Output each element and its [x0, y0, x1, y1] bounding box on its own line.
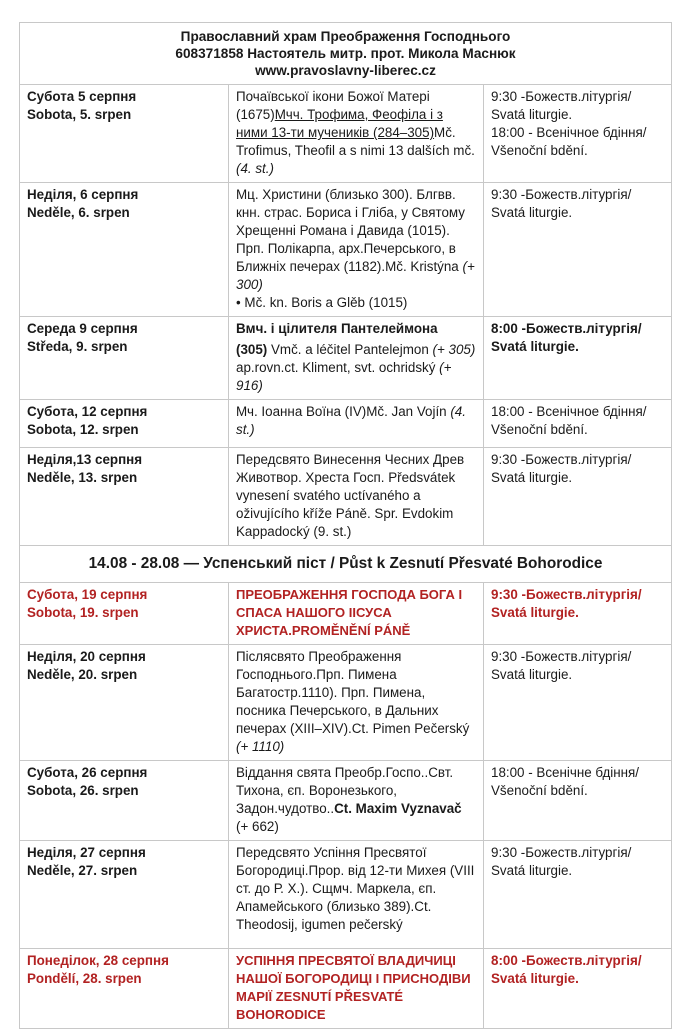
table-row — [20, 317, 672, 400]
service-liturgy: 8:00 -Божеств.літургія/ Svatá liturgie. — [491, 321, 642, 354]
feast-text: Віддання свята Преобр.Госпо..Свт. Тихона, єп. Воронезького, Задон.чудотво.. — [236, 765, 454, 816]
feast-text-underlined: Мчч. Трофима, Феофіла і з ними 13-ти мучеників (284–305) — [236, 107, 443, 140]
church-contact: 608371858 Настоятель митр. прот. Микола Маснюк — [175, 46, 516, 61]
table-row — [20, 400, 672, 448]
date-cz: Neděle, 20. srpen — [27, 667, 138, 682]
date-ua: Понеділок, 28 серпня — [27, 953, 169, 968]
date-ua: Неділя, 20 серпня — [27, 649, 146, 664]
feast-cell — [229, 85, 484, 183]
date-cz: Sobota, 19. srpen — [27, 605, 139, 620]
feast-text: Передсвято Винесення Чесних Древ Животвор. Хреста Госп. Předsvátek vynesení svatého uctívaného a oživujícího kříže Páně. Spr. Evdokim Kappadocký (9. st.) — [236, 452, 465, 539]
date-ua: Неділя, 27 серпня — [27, 845, 146, 860]
service-liturgy: 9:30 -Божеств.літургія/ Svatá liturgie. — [491, 89, 632, 122]
feast-cell — [229, 183, 484, 317]
fast-banner: 14.08 - 28.08 — Успенський піст / Půst k Zesnutí Přesvaté Bohorodice — [20, 546, 672, 583]
service-liturgy: 9:30 -Божеств.літургія/ Svatá liturgie. — [491, 587, 642, 620]
table-row — [20, 949, 672, 1029]
table-row — [20, 448, 672, 546]
service-cell — [484, 645, 672, 761]
feast-cell — [229, 761, 484, 841]
feast-cell — [229, 317, 484, 400]
feast-cell — [229, 583, 484, 645]
feast-text: ap.rovn.ct. Kliment, svt. ochridský — [236, 360, 440, 375]
date-ua: Субота, 26 серпня — [27, 765, 148, 780]
feast-cell — [229, 448, 484, 546]
feast-title: УСПІННЯ ПРЕСВЯТОЇ ВЛАДИЧИЦІ НАШОЇ БОГОРОДИЦІ І ПРИСНОДІВИ МАРІЇ ZESNUTÍ PŘESVATÉ BOHORODICE — [236, 953, 471, 1022]
date-cz: Sobota, 12. srpen — [27, 422, 139, 437]
service-cell — [484, 949, 672, 1029]
fast-banner-row — [20, 546, 672, 583]
date-cell — [20, 761, 229, 841]
date-ua: Середа 9 серпня — [27, 321, 138, 336]
feast-title: Вмч. і цілителя Пантелеймона — [236, 321, 438, 336]
feast-text: Мц. Христини (близько 300). Блгвв. кнн. страс. Бориса і Гліба, у Святому Хрещенні Романа і Давида (1015). Прп. Полікарпа, арх.Печерського, в Ближніх печерах (1182).Mč. Kristýna — [236, 187, 465, 274]
feast-cell — [229, 841, 484, 949]
service-liturgy: 9:30 -Божеств.літургія/ Svatá liturgie. — [491, 845, 632, 878]
church-name: Православний храм Преображення Господнього — [180, 29, 511, 44]
feast-text: Vmč. a léčitel Pantelejmon — [267, 342, 433, 357]
church-website: www.pravoslavny-liberec.cz — [255, 63, 436, 78]
date-cell — [20, 317, 229, 400]
feast-year: (+ 300) — [236, 259, 475, 292]
feast-century: (4. st.) — [236, 404, 466, 437]
service-cell — [484, 400, 672, 448]
service-cell — [484, 85, 672, 183]
date-cz: Neděle, 6. srpen — [27, 205, 130, 220]
date-cz: Sobota, 26. srpen — [27, 783, 139, 798]
schedule-table — [19, 22, 672, 1029]
header-row — [20, 23, 672, 85]
feast-cell — [229, 645, 484, 761]
date-ua: Субота 5 серпня — [27, 89, 137, 104]
service-vigil: 18:00 - Всенічное бдіння/ Všenoční bdění. — [491, 404, 647, 437]
service-liturgy: 9:30 -Божеств.літургія/ Svatá liturgie. — [491, 187, 632, 220]
service-cell — [484, 317, 672, 400]
date-cell — [20, 183, 229, 317]
feast-text: • Mč. kn. Boris a Glěb (1015) — [236, 295, 408, 310]
feast-saint: Ct. Maxim Vyznavač — [334, 801, 462, 816]
feast-text: Почаївської ікони Божої Матері (1675) — [236, 89, 430, 122]
service-cell — [484, 841, 672, 949]
feast-year: (+ 1110) — [236, 739, 285, 754]
date-cell — [20, 645, 229, 761]
church-header — [20, 23, 672, 85]
schedule-page — [19, 22, 671, 1029]
feast-text: Передсвято Успіння Пресвятої Богородиці.Прор. від 12-ти Михея (VIII ст. до Р. Х.). Сщмч. Маркела, єп. Апамейського (близько 389).Ct. Theodosij, igumen pečerský — [236, 845, 475, 932]
table-row — [20, 183, 672, 317]
date-cell — [20, 949, 229, 1029]
table-row — [20, 761, 672, 841]
feast-year: (+ 305) — [432, 342, 476, 357]
service-cell — [484, 183, 672, 317]
date-cz: Neděle, 13. srpen — [27, 470, 138, 485]
feast-year: (+ 662) — [236, 819, 279, 834]
date-ua: Неділя,13 серпня — [27, 452, 143, 467]
feast-year: (+ 916) — [236, 360, 452, 393]
date-cell — [20, 841, 229, 949]
feast-text: Післясвято Преображення Господнього.Прп. Пимена Багатостр.1110). Прп. Пимена, посника Печерського, в Дальних печерах (XIII–XIV).Ct. Pimen Pečerský — [236, 649, 470, 736]
service-cell — [484, 448, 672, 546]
service-cell — [484, 583, 672, 645]
table-row — [20, 645, 672, 761]
service-liturgy: 8:00 -Божеств.літургія/ Svatá liturgie. — [491, 953, 642, 986]
feast-title: ПРЕОБРАЖЕННЯ ГОСПОДА БОГА І СПАСА НАШОГО ІІСУСА ХРИСТА.PROMĚNĚNÍ PÁNĚ — [236, 587, 463, 638]
service-liturgy: 9:30 -Божеств.літургія/ Svatá liturgie. — [491, 452, 632, 485]
service-vigil: 18:00 - Всенічне бдіння/ Všenoční bdění. — [491, 765, 640, 798]
feast-text: Mč. Trofimus, Theofil a s nimi 13 dalších mč. — [236, 125, 475, 158]
table-row — [20, 583, 672, 645]
date-cell — [20, 583, 229, 645]
date-cell — [20, 85, 229, 183]
date-cz: Středa, 9. srpen — [27, 339, 128, 354]
date-ua: Субота, 12 серпня — [27, 404, 148, 419]
table-row — [20, 841, 672, 949]
date-ua: Субота, 19 серпня — [27, 587, 148, 602]
service-liturgy: 9:30 -Божеств.літургія/ Svatá liturgie. — [491, 649, 632, 682]
date-cz: Pondělí, 28. srpen — [27, 971, 142, 986]
date-cz: Sobota, 5. srpen — [27, 107, 132, 122]
feast-cell — [229, 400, 484, 448]
service-cell — [484, 761, 672, 841]
feast-text: Мч. Іоанна Воїна (IV)Mč. Jan Vojín — [236, 404, 451, 419]
feast-century: (4. st.) — [236, 161, 274, 176]
date-cell — [20, 400, 229, 448]
table-row — [20, 85, 672, 183]
date-cell — [20, 448, 229, 546]
date-cz: Neděle, 27. srpen — [27, 863, 138, 878]
service-vigil: 18:00 - Всенічное бдіння/ Všenoční bdění. — [491, 125, 647, 158]
feast-year: (305) — [236, 342, 268, 357]
feast-cell — [229, 949, 484, 1029]
date-ua: Неділя, 6 серпня — [27, 187, 139, 202]
